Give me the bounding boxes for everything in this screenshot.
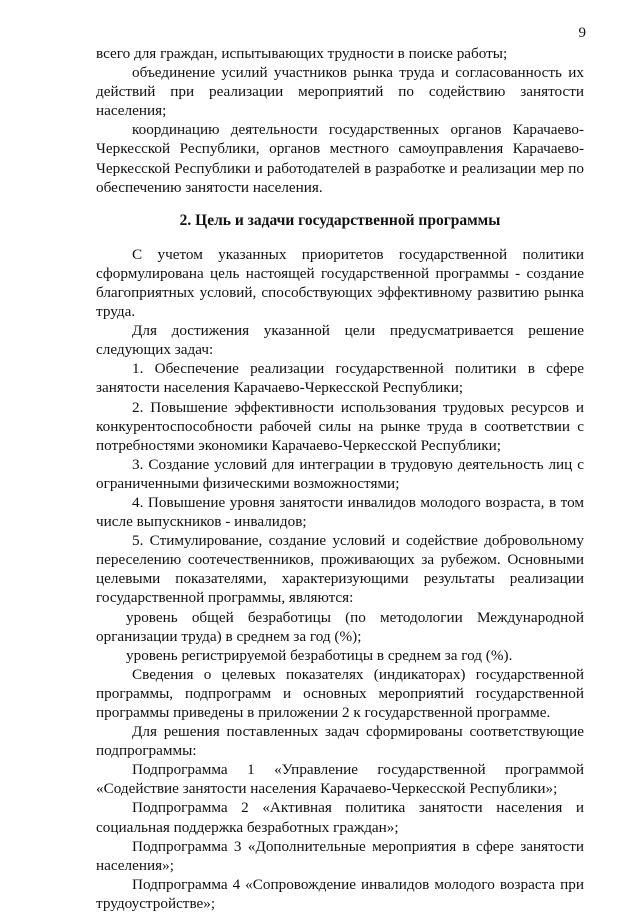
paragraph: объединение усилий участников рынка труда и согласованность их действий при реализации мероприятий по содействию занятости населения; xyxy=(96,64,584,120)
subprogram-item: Подпрограмма 2 «Активная политика занятости населения и социальная поддержка безработных граждан»; xyxy=(96,799,584,836)
task-item: 2. Повышение эффективности использования трудовых ресурсов и конкурентоспособности рабочей силы на рынке труда в соответствии с потребностями экономики Карачаево-Черкесской Республики; xyxy=(96,398,584,454)
document-body xyxy=(96,44,584,913)
subprogram-item: Подпрограмма 1 «Управление государственной программой «Содействие занятости населения Карачаево-Черкесской Республики»; xyxy=(96,761,584,798)
paragraph: Сведения о целевых показателях (индикаторах) государственной программы, подпрограмм и основных мероприятий государственной программы приведены в приложении 2 к государственной программе. xyxy=(96,665,584,721)
indicator-item: уровень общей безработицы (по методологии Международной организации труда) в среднем за год (%); xyxy=(96,608,584,645)
section-heading: 2. Цель и задачи государственной программы xyxy=(179,211,501,229)
indicator-item: уровень регистрируемой безработицы в среднем за год (%). xyxy=(126,646,513,664)
subprogram-item: Подпрограмма 4 «Сопровождение инвалидов молодого возраста при трудоустройстве»; xyxy=(96,875,584,912)
subprogram-item: Подпрограмма 3 «Дополнительные мероприятия в сфере занятости населения»; xyxy=(96,837,584,874)
task-item: 1. Обеспечение реализации государственной политики в сфере занятости населения Карачаево-Черкесской Республики; xyxy=(96,360,584,397)
paragraph: координацию деятельности государственных органов Карачаево-Черкесской Республики, органов местного самоуправления Карачаево-Черкесской Республики и работодателей в разработке и реализации мер по обеспечению занятости населения. xyxy=(96,121,584,196)
task-item: 3. Создание условий для интеграции в трудовую деятельность лиц с ограниченными физическими возможностями; xyxy=(96,455,584,492)
paragraph: Для решения поставленных задач сформированы соответствующие подпрограммы: xyxy=(96,723,584,760)
paragraph: всего для граждан, испытывающих трудности в поиске работы; xyxy=(96,45,508,62)
task-item: 5. Стимулирование, создание условий и содействие добровольному переселению соотечественников, проживающих за рубежом. Основными целевыми показателями, характеризующими результаты реализации государственной программы, являются: xyxy=(96,532,584,607)
paragraph: Для достижения указанной цели предусматривается решение следующих задач: xyxy=(96,322,584,359)
task-item: 4. Повышение уровня занятости инвалидов молодого возраста, в том числе выпускников - инвалидов; xyxy=(96,493,584,531)
paragraph: С учетом указанных приоритетов государственной политики сформулирована цель настоящей государственной программы - создание благоприятных условий, способствующих эффективному развитию рынка труда. xyxy=(96,245,584,321)
page-number: 9 xyxy=(578,25,586,41)
